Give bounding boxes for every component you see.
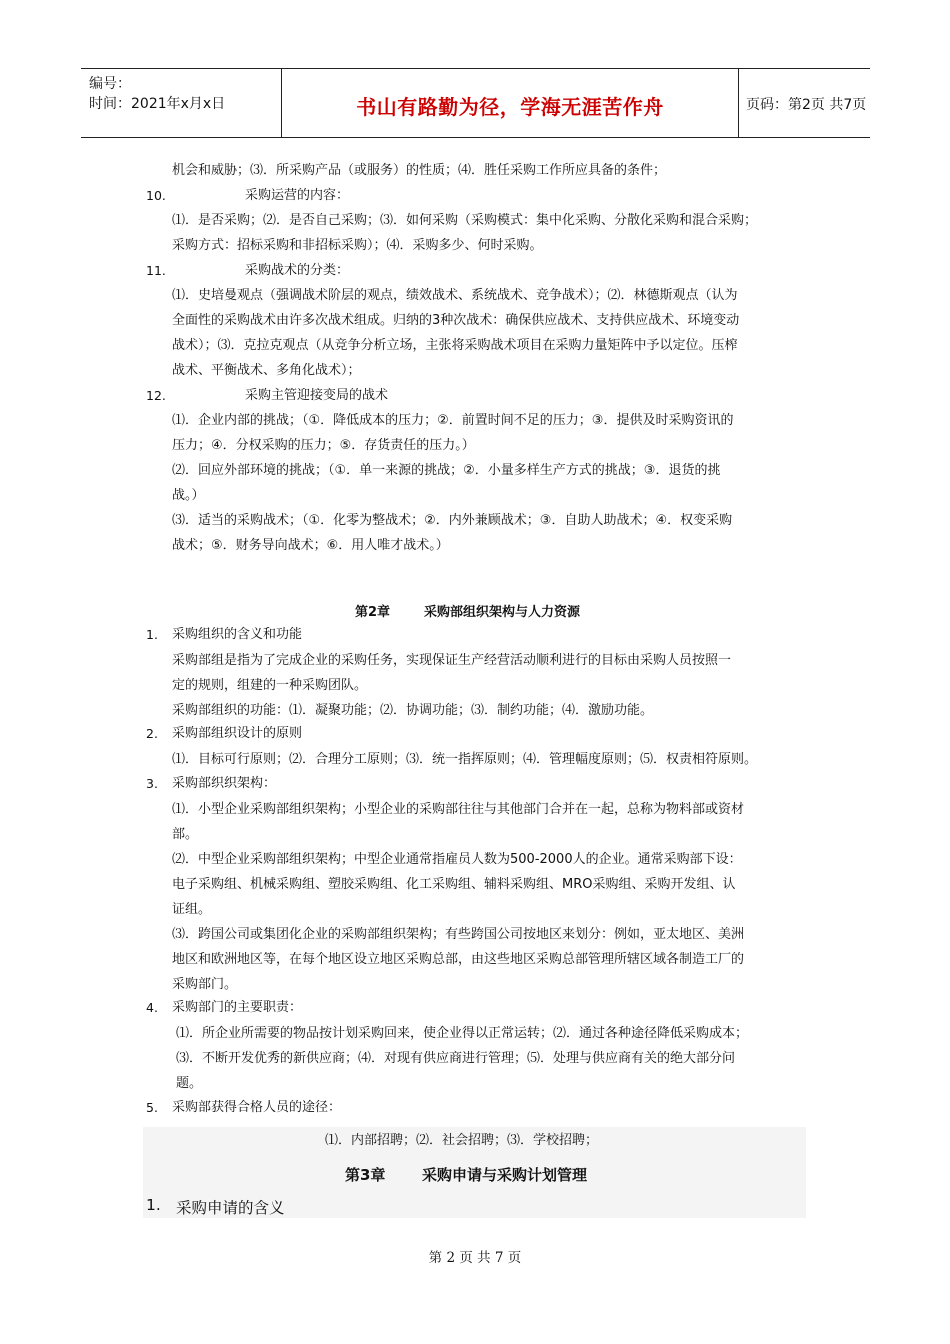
text-line: 战。）	[172, 488, 205, 503]
text-line: 证组。	[172, 902, 212, 917]
chapter-2-number: 第2章	[355, 605, 391, 620]
text-line: 全面性的采购战术由许多次战术组成。归纳的3种次战术：确保供应战术、支持供应战术、环境变动	[172, 313, 740, 328]
item-number: 4.	[146, 1000, 158, 1015]
item-number: 1.	[146, 627, 158, 642]
text-line: 采购部组织的功能：⑴．凝聚功能；⑵．协调功能；⑶．制约功能；⑷．激励功能。	[172, 703, 654, 718]
text-line: ⑵．回应外部环境的挑战；（①．单一来源的挑战；②．小量多样生产方式的挑战；③．退货的挑	[172, 463, 721, 478]
item-title: 采购组织的含义和功能	[172, 627, 303, 642]
page-count-label: 页码：第2页 共7页	[746, 97, 867, 113]
text-line: 电子采购组、机械采购组、塑胶采购组、化工采购组、辅料采购组、MRO采购组、采购开发组、认	[172, 877, 736, 892]
text-line: 机会和威胁；⑶．所采购产品（或服务）的性质；⑷．胜任采购工作所应具备的条件；	[172, 163, 667, 178]
item-number: 1.	[146, 1196, 161, 1214]
text-line: 战术）；⑶．克拉克观点（从竞争分析立场，主张将采购战术项目在采购力量矩阵中予以定位。压榨	[172, 338, 738, 353]
text-line: 题。	[176, 1076, 203, 1091]
text-line: ⑴．小型企业采购部组织架构；小型企业的采购部往往与其他部门合并在一起，总称为物料部或资材	[172, 802, 745, 817]
text-line: ⑴．目标可行原则；⑵．合理分工原则；⑶．统一指挥原则；⑷．管理幅度原则；⑸．权责相符原则。	[172, 752, 758, 767]
text-line: 采购方式：招标采购和非招标采购）；⑷．采购多少、何时采购。	[172, 238, 543, 253]
item-number: 5.	[146, 1100, 158, 1115]
item-title: 采购申请的含义	[176, 1199, 285, 1217]
item-number: 2.	[146, 726, 158, 741]
item-title: 采购战术的分类：	[245, 263, 350, 278]
text-line: ⑴．史培曼观点（强调战术阶层的观点，绩效战术、系统战术、竞争战术）；⑵．林德斯观点（认为	[172, 288, 738, 303]
text-line: ⑴．内部招聘；⑵．社会招聘；⑶．学校招聘；	[325, 1133, 599, 1148]
chapter-3-number: 第3章	[345, 1166, 386, 1184]
item-title: 采购部织织架构：	[172, 776, 277, 791]
text-line: 战术、平衡战术、多角化战术）；	[172, 363, 361, 378]
text-line: ⑶．适当的采购战术；（①．化零为整战术；②．内外兼顾战术；③．自助人助战术；④．权变采购	[172, 513, 733, 528]
page-footer: 第 2 页 共 7 页	[428, 1250, 522, 1266]
text-line: 部。	[172, 827, 199, 842]
item-number: 3.	[146, 776, 158, 791]
text-line: ⑴．所企业所需要的物品按计划采购回来，使企业得以正常运转；⑵．通过各种途径降低采购成本；	[176, 1026, 749, 1041]
item-title: 采购部组织设计的原则	[172, 726, 303, 741]
text-line: ⑶．跨国公司或集团化企业的采购部组织架构；有些跨国公司按地区来划分：例如，亚太地区、美洲	[172, 927, 745, 942]
motto-text: 书山有路勤为径，学海无涯苦作舟	[356, 95, 664, 119]
text-line: 压力；④．分权采购的压力；⑤．存货责任的压力。）	[172, 438, 475, 453]
header-page-cell	[738, 69, 870, 137]
item-number: 12.	[146, 388, 166, 403]
header-motto-cell	[281, 69, 739, 137]
item-title: 采购部门的主要职责：	[172, 1000, 303, 1015]
document-number-label: 编号：	[89, 76, 131, 92]
text-line: 采购部门。	[172, 977, 238, 992]
item-title: 采购运营的内容：	[245, 188, 350, 203]
item-title: 采购主管迎接变局的战术	[245, 388, 389, 403]
text-line: ⑵．中型企业采购部组织架构；中型企业通常指雇员人数为500-2000人的企业。通常采购部下设：	[172, 852, 742, 867]
item-title: 采购部获得合格人员的途径：	[172, 1100, 342, 1115]
header-table	[81, 68, 870, 138]
text-line: 地区和欧洲地区等，在每个地区设立地区采购总部，由这些地区采购总部管理所辖区域各制造工厂的	[172, 952, 745, 967]
text-line: 战术；⑤．财务导向战术；⑥．用人唯才战术。）	[172, 538, 449, 553]
chapter-3-title: 采购申请与采购计划管理	[422, 1166, 588, 1184]
text-line: ⑴．是否采购；⑵．是否自己采购；⑶．如何采购（采购模式：集中化采购、分散化采购和混合采购；	[172, 213, 758, 228]
item-number: 10.	[146, 188, 166, 203]
text-line: 采购部组是指为了完成企业的采购任务，实现保证生产经营活动顺利进行的目标由采购人员按照一	[172, 653, 732, 668]
text-line: ⑶．不断开发优秀的新供应商；⑷．对现有供应商进行管理；⑸．处理与供应商有关的绝大部分问	[176, 1051, 736, 1066]
chapter-2-title: 采购部组织架构与人力资源	[424, 605, 581, 620]
item-number: 11.	[146, 263, 166, 278]
text-line: 定的规则，组建的一种采购团队。	[172, 678, 368, 693]
header-info-cell	[81, 69, 281, 137]
document-time-label: 时间：2021年x月x日	[89, 96, 226, 112]
text-line: ⑴．企业内部的挑战；（①．降低成本的压力；②．前置时间不足的压力；③．提供及时采购资讯的	[172, 413, 734, 428]
